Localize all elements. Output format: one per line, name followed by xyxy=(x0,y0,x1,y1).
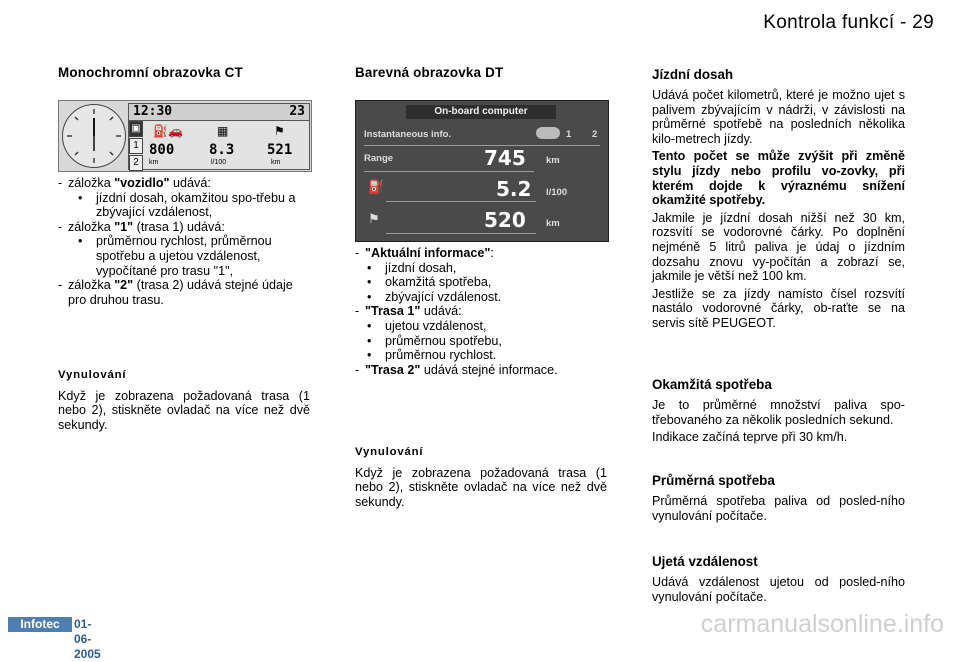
monochrome-display-image xyxy=(58,100,312,172)
distance-paragraph: Udává vzdálenost ujetou od posled-ního vynulování počítače. xyxy=(652,575,905,604)
instant-paragraph: Je to průměrné množství paliva spo-třebovaného za několik posledních sekund. xyxy=(652,398,905,427)
range-paragraph: Jakmile je jízdní dosah nižší než 30 km, rozsvítí se vodorovné čárky. Po doplnění nejméně 5 litrů paliva je údaj o jízdním dozsahu znovu vy-počítán a zobrazí se, jakmile je větší než 100 km. xyxy=(652,210,905,284)
info-tab-2: 2 xyxy=(592,129,598,140)
reset-text: Když je zobrazena požadovaná trasa (1 nebo 2), stiskněte ovladač na více než dvě sekundy. xyxy=(58,388,310,432)
list-item: - "Trasa 1" udává: xyxy=(355,304,462,319)
list-item: • průměrnou rychlost. xyxy=(367,348,497,363)
range-paragraph: Jestliže se za jízdy namísto čísel rozsvítí nastálo vodorovné čárky, ob-raťte se na servis sítě PEUGEOT. xyxy=(652,286,905,330)
footer-date: 01-06-2005 xyxy=(74,617,101,661)
range-paragraph: Udává počet kilometrů, které je možno ujet s palivem zbývajícím v nádrži, v závislosti na průměrné spotřebě na posledních několika kilo-metrech jízdy. xyxy=(652,88,905,146)
range-label: Range xyxy=(364,153,394,164)
lcd-unit-range: km xyxy=(149,159,159,166)
page-title: Kontrola funkcí - 29 xyxy=(763,12,934,33)
instant-paragraph: Indikace začíná teprve při 30 km/h. xyxy=(652,430,848,445)
list-item: • průměrnou rychlost, průměrnou spotřebu a ujetou vzdálenost, vypočítané pro trasu "1", xyxy=(78,234,272,278)
watermark: carmanualsonline.info xyxy=(700,610,944,638)
distance-unit: km xyxy=(546,218,560,229)
distance-title: Ujetá vzdálenost xyxy=(652,554,758,569)
list-item: - záložka "2" (trasa 2) udává stejné údaje pro druhou trasu. xyxy=(58,278,293,307)
list-item: - záložka "vozidlo" udává: xyxy=(58,176,211,190)
lcd-panel xyxy=(128,103,310,170)
color-heading: Barevná obrazovka DT xyxy=(355,65,504,80)
clock-dial-graphic xyxy=(63,105,125,167)
consumption-unit: l/100 xyxy=(546,187,568,198)
lcd-value-range: 800 xyxy=(149,142,175,158)
lcd-tab-vehicle-icon: ▣ xyxy=(129,121,143,137)
reset-title: Vynulování xyxy=(58,369,127,381)
lcd-unit-distance: km xyxy=(271,159,281,166)
list-item: • jízdní dosah, xyxy=(367,260,457,275)
monochrome-list xyxy=(58,176,310,307)
list-item: - "Trasa 2" udává stejné informace. xyxy=(355,362,558,377)
flag-icon: ⚑ xyxy=(274,124,285,138)
lcd-tabs xyxy=(129,121,143,172)
onboard-computer-title: On-board computer xyxy=(406,105,556,119)
range-paragraph-bold: Tento počet se může zvýšit při změně stylu jízdy nebo profilu vo-zovky, při kterém dojde k výraznému snížení okamžité spotřeby. xyxy=(652,149,905,208)
lcd-unit-consumption: l/100 xyxy=(211,159,227,166)
divider xyxy=(386,233,536,234)
divider xyxy=(364,145,600,146)
instant-title: Okamžitá spotřeba xyxy=(652,377,772,392)
info-toggle-icon xyxy=(536,127,560,139)
clock-dial-icon xyxy=(62,104,126,168)
consumption-value: 5.2 xyxy=(496,177,532,201)
lcd-value-consumption: 8.3 xyxy=(209,142,235,158)
average-paragraph: Průměrná spotřeba paliva od posled-ního vynulování počítače. xyxy=(652,494,905,523)
flag-icon: ⚑ xyxy=(368,211,380,226)
divider xyxy=(386,201,536,202)
reset-text: Když je zobrazena požadovaná trasa (1 nebo 2), stiskněte ovladač na více než dvě sekundy. xyxy=(355,465,607,509)
list-item: • ujetou vzdálenost, xyxy=(367,318,487,333)
average-section xyxy=(652,472,905,526)
color-reset xyxy=(355,445,607,512)
range-value: 745 xyxy=(484,146,526,170)
list-item: • zbývající vzdálenost. xyxy=(367,289,502,304)
list-item: - "Aktuální informace": xyxy=(355,246,494,260)
pump-icon: ▦ xyxy=(217,124,229,138)
list-item: • okamžitá spotřeba, xyxy=(367,275,492,290)
fuel-car-icon: ⛽🚗 xyxy=(153,124,183,138)
list-item: • jízdní dosah, okamžitou spo-třebu a zbývající vzdálenost, xyxy=(78,190,296,220)
color-list xyxy=(355,246,607,377)
fuel-pump-icon: ⛽ xyxy=(368,179,385,194)
lcd-tab-2: 2 xyxy=(129,155,143,171)
list-item: - záložka "1" (trasa 1) udává: xyxy=(58,219,225,234)
temperature-readout: 23 xyxy=(289,104,305,119)
reset-title: Vynulování xyxy=(355,446,424,458)
lcd-value-distance: 521 xyxy=(267,142,293,158)
color-display-image xyxy=(355,100,609,242)
list-item: • průměrnou spotřebu, xyxy=(367,333,502,348)
distance-value: 520 xyxy=(484,208,526,232)
lcd-top-bar xyxy=(129,104,309,121)
column-color xyxy=(355,64,607,82)
range-row xyxy=(364,153,600,164)
monochrome-heading: Monochromní obrazovka CT xyxy=(58,65,243,80)
monochrome-reset xyxy=(58,368,310,435)
info-row xyxy=(364,129,600,140)
lcd-tab-1: 1 xyxy=(129,138,143,154)
info-label: Instantaneous info. xyxy=(364,129,452,140)
column-descriptions xyxy=(652,66,905,334)
range-title: Jízdní dosah xyxy=(652,67,734,82)
divider xyxy=(364,171,534,172)
column-monochrome xyxy=(58,64,310,82)
distance-section xyxy=(652,553,905,607)
average-title: Průměrná spotřeba xyxy=(652,473,775,488)
clock-readout: 12:30 xyxy=(133,104,173,119)
infotec-logo: Infotec xyxy=(8,617,72,632)
instant-section xyxy=(652,376,905,448)
info-tab-1: 1 xyxy=(566,129,572,140)
range-unit: km xyxy=(546,155,560,166)
